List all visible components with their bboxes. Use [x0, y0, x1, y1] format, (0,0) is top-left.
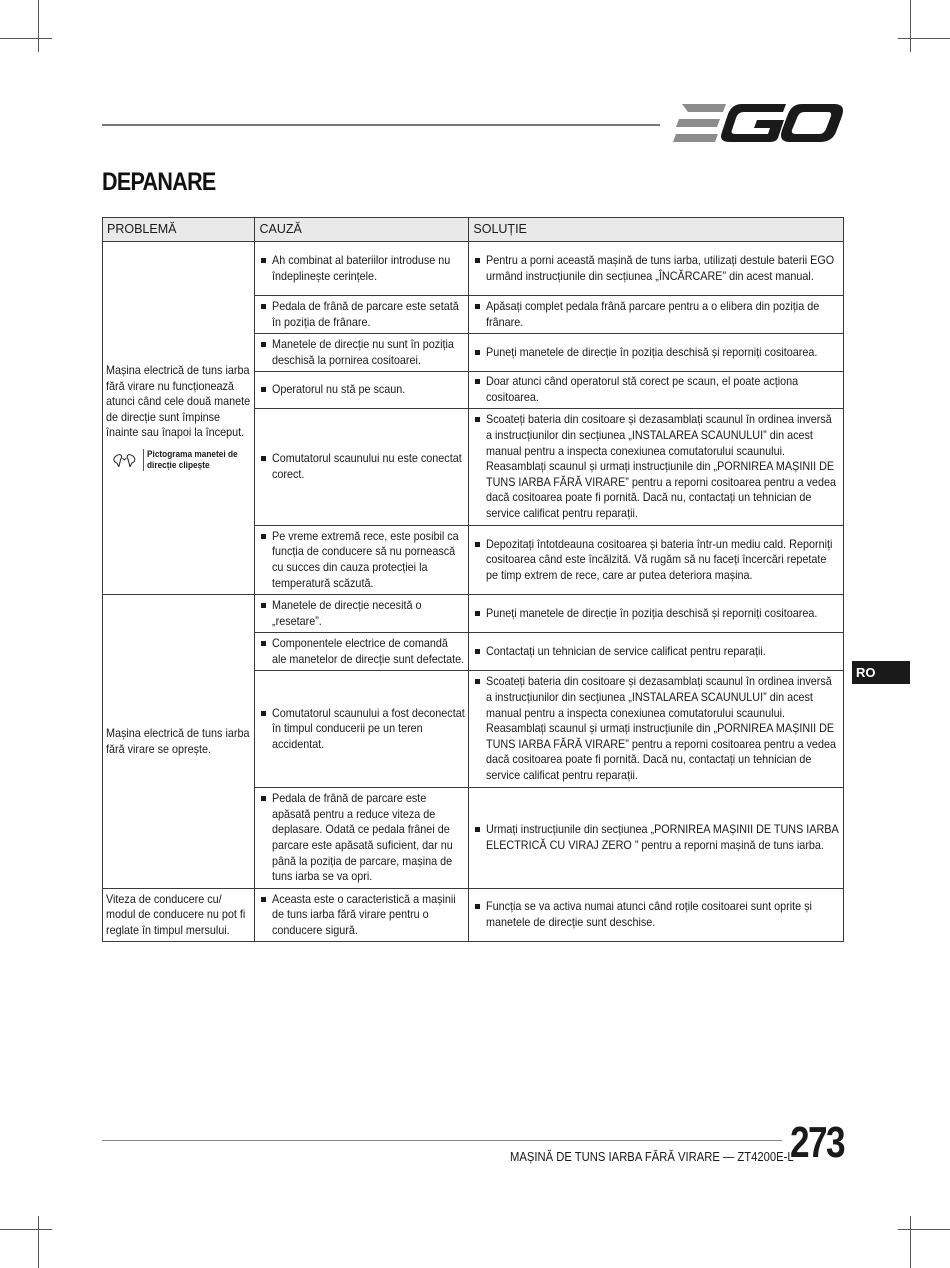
solution-cell: Urmați instrucțiunile din secțiunea „PORNIREA MAȘINII DE TUNS IARBA ELECTRICĂ CU VIRAJ ZERO ” pentru a reporni mașină de tuns iarba.: [469, 788, 844, 889]
ego-logo: [672, 100, 844, 146]
square-bullet-icon: [475, 304, 480, 309]
problem-cell: [103, 889, 255, 942]
table-row: [103, 242, 844, 296]
square-bullet-icon: [475, 379, 480, 384]
solution-cell: Contactați un tehnician de service calificat pentru reparații.: [469, 633, 844, 671]
square-bullet-icon: [475, 350, 480, 355]
square-bullet-icon: [475, 679, 480, 684]
pictogram-caption: Pictograma manetei de direcție clipește: [143, 449, 252, 471]
cause-cell: Comutatorul scaunului a fost deconectat în timpul conducerii pe un teren accidentat.: [255, 671, 469, 788]
square-bullet-icon: [261, 342, 266, 347]
table-row: [103, 595, 844, 633]
problem-text: Mașina electrică de tuns iarba fără virare se oprește.: [106, 725, 250, 756]
square-bullet-icon: [261, 897, 266, 902]
solution-cell: Puneți manetele de direcție în poziția deschisă și reporniți cositoarea.: [469, 334, 844, 372]
table-header-row: [103, 218, 844, 242]
crop-mark: [38, 0, 39, 52]
square-bullet-icon: [261, 304, 266, 309]
crop-mark: [0, 38, 52, 39]
square-bullet-icon: [475, 827, 480, 832]
header-solution: SOLUȚIE: [469, 218, 844, 242]
header-cause: CAUZĂ: [255, 218, 469, 242]
solution-cell: Pentru a porni această mașină de tuns iarba, utilizați destule baterii EGO urmând instrucțiunile din secțiunea „ÎNCĂRCARE” din acest manual.: [469, 242, 844, 296]
crop-mark: [38, 1216, 39, 1268]
footer-product-name: MAȘINĂ DE TUNS IARBA FĂRĂ VIRARE — ZT4200E-L: [510, 1150, 794, 1164]
crop-mark: [910, 0, 911, 52]
square-bullet-icon: [475, 417, 480, 422]
square-bullet-icon: [475, 649, 480, 654]
cause-cell: Componentele electrice de comandă ale manetelor de direcție sunt defectate.: [255, 633, 469, 671]
table-row: [103, 889, 844, 942]
square-bullet-icon: [261, 387, 266, 392]
cause-cell: Comutatorul scaunului nu este conectat corect.: [255, 409, 469, 526]
problem-cell: [103, 242, 255, 595]
square-bullet-icon: [475, 258, 480, 263]
square-bullet-icon: [475, 542, 480, 547]
crop-mark: [898, 1229, 950, 1230]
cause-cell: Pedala de frână de parcare este setată în poziția de frânare.: [255, 296, 469, 334]
solution-cell: Doar atunci când operatorul stă corect pe scaun, el poate acționa cositoarea.: [469, 372, 844, 409]
cause-cell: Pe vreme extremă rece, este posibil ca funcția de conducere să nu pornească cu succes din cauza protecției la temperatură scăzută.: [255, 526, 469, 595]
square-bullet-icon: [261, 603, 266, 608]
cause-cell: Operatorul nu stă pe scaun.: [255, 372, 469, 409]
crop-mark: [0, 1229, 52, 1230]
troubleshooting-table: [102, 217, 844, 942]
square-bullet-icon: [261, 258, 266, 263]
problem-text: Mașina electrică de tuns iarba fără virare nu funcționează atunci când cele două manete de direcție sunt împinse înainte sau înapoi la început.: [106, 363, 251, 440]
solution-cell: Scoateți bateria din cositoare și dezasamblați scaunul în ordinea inversă a instrucțiunilor din secțiunea „INSTALAREA SCAUNULUI” din acest manual pentru a inspecta conexiunea comutatorului scaunului. Reasamblați scaunul și urmați instrucțiunile din „PORNIREA MAȘINII DE TUNS IARBA FĂRĂ VIRARE” pentru a reporni cositoarea pentru a vedea dacă cositoarea poate fi pornită. Dacă nu, contactați un tehnician de service calificat pentru reparații.: [469, 671, 844, 788]
square-bullet-icon: [261, 534, 266, 539]
square-bullet-icon: [475, 611, 480, 616]
footer-rule: [102, 1140, 782, 1141]
square-bullet-icon: [261, 641, 266, 646]
cause-cell: Pedala de frână de parcare este apăsată pentru a reduce viteza de deplasare. Odată ce pedala frânei de parcare este apăsată suficient, dar nu până la poziția de parcare, mașina de tuns iarba se va opri.: [255, 788, 469, 889]
problem-text: Viteza de conducere cu/ modul de conducere nu pot fi reglate în timpul mersului.: [106, 891, 246, 937]
square-bullet-icon: [261, 796, 266, 801]
square-bullet-icon: [261, 456, 266, 461]
cause-cell: Manetele de direcție necesită o „resetare”.: [255, 595, 469, 633]
cause-cell: Aceasta este o caracteristică a mașinii de tuns iarba fără virare pentru o conducere sigură.: [255, 889, 469, 942]
pictogram-block: [106, 447, 251, 473]
solution-cell: Funcția se va activa numai atunci când roțile cositoarei sunt oprite și manetele de direcție sunt deschise.: [469, 889, 844, 942]
square-bullet-icon: [475, 904, 480, 909]
solution-cell: Depozitați întotdeauna cositoarea și bateria într-un mediu cald. Reporniți cositoarea când este încălzită. Vă rugăm să nu faceți încercări repetate pe timp extrem de rece, care ar putea deteriora mașina.: [469, 526, 844, 595]
steering-lever-blink-icon: [112, 447, 137, 473]
cause-cell: Ah combinat al bateriilor introduse nu îndeplinește cerințele.: [255, 242, 469, 296]
language-tab: RO: [852, 661, 910, 684]
cause-cell: Manetele de direcție nu sunt în poziția deschisă la pornirea cositoarei.: [255, 334, 469, 372]
problem-cell: [103, 595, 255, 889]
crop-mark: [898, 38, 950, 39]
header-rule: [102, 124, 660, 126]
crop-mark: [910, 1216, 911, 1268]
header-problem: PROBLEMĂ: [103, 218, 255, 242]
solution-cell: Apăsați complet pedala frână parcare pentru a o elibera din poziția de frânare.: [469, 296, 844, 334]
solution-cell: Scoateți bateria din cositoare și dezasamblați scaunul în ordinea inversă a instrucțiunilor din secțiunea „INSTALAREA SCAUNULUI” din acest manual pentru a inspecta conexiunea comutatorului scaunului. Reasamblați scaunul și urmați instrucțiunile din „PORNIREA MAȘINII DE TUNS IARBA FĂRĂ VIRARE” pentru a reporni cositoarea pentru a vedea dacă cositoarea poate fi pornită. Dacă nu, contactați un tehnician de service calificat pentru reparații.: [469, 409, 844, 526]
page-title: DEPANARE: [102, 168, 216, 196]
page-number: 273: [790, 1118, 844, 1167]
square-bullet-icon: [261, 711, 266, 716]
solution-cell: Puneți manetele de direcție în poziția deschisă și reporniți cositoarea.: [469, 595, 844, 633]
